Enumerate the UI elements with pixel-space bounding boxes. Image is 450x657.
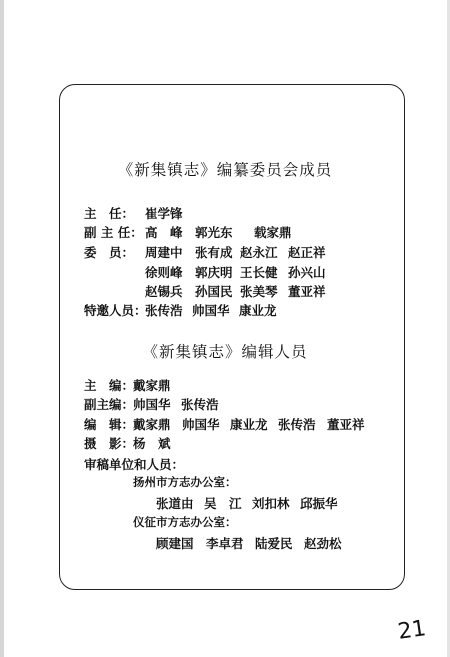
vice-director-name: 载家鼎 (254, 225, 292, 240)
chief-editor-name: 戴家鼎 (133, 378, 171, 393)
vice-director-name: 高 峰 (145, 225, 183, 240)
editors-title: 《新集镇志》编辑人员 (142, 343, 308, 361)
reviewer-name: 刘扣林 (252, 496, 290, 511)
review-unit-name: 仪征市方志办公室： (133, 515, 237, 529)
director-name: 崔学锋 (145, 206, 183, 221)
page-number: 21 (396, 616, 428, 645)
vice-director-name: 郭光东 (195, 225, 233, 240)
members-label: 委 员： (84, 245, 135, 260)
review-unit-name: 扬州市方志办公室： (133, 475, 237, 489)
editor-name: 康业龙 (230, 417, 268, 432)
reviewer-name: 吴 江 (204, 496, 242, 511)
member-name: 张有成 (195, 245, 233, 260)
member-name: 周建中 (145, 245, 183, 260)
member-name: 王长健 (240, 265, 278, 280)
special-guest-name: 张传浩 (145, 303, 183, 318)
chief-editor-label: 主 编： (84, 378, 135, 393)
member-name: 董亚祥 (288, 284, 326, 299)
director-label: 主 任： (84, 206, 135, 221)
editor-name: 帅国华 (182, 417, 220, 432)
committee-title: 《新集镇志》编纂委员会成员 (117, 161, 333, 179)
reviewer-name: 赵劲松 (304, 536, 342, 551)
member-name: 郭庆明 (195, 265, 233, 280)
vice-director-label: 副 主 任： (84, 225, 143, 240)
photographer-name: 杨 斌 (133, 436, 171, 451)
member-name: 赵锡兵 (145, 284, 183, 299)
reviewer-name: 邱振华 (300, 496, 338, 511)
editor-name: 董亚祥 (327, 417, 365, 432)
editor-name: 张传浩 (278, 417, 316, 432)
special-guest-name: 康业龙 (239, 303, 277, 318)
member-name: 孙兴山 (288, 265, 326, 280)
special-guest-name: 帅国华 (192, 303, 230, 318)
member-name: 徐则峰 (145, 265, 183, 280)
reviewer-name: 顾建国 (156, 536, 194, 551)
vice-editor-name: 张传浩 (181, 397, 219, 412)
member-name: 孙国民 (195, 284, 233, 299)
member-name: 赵永江 (240, 245, 278, 260)
reviewer-name: 陆爱民 (255, 536, 293, 551)
vice-editor-name: 帅国华 (133, 397, 171, 412)
special-guests-label: 特邀人员： (84, 303, 147, 318)
editor-name: 戴家鼎 (133, 417, 171, 432)
member-name: 张美琴 (240, 284, 278, 299)
reviewer-name: 李卓君 (206, 536, 244, 551)
member-name: 赵正祥 (288, 245, 326, 260)
reviewer-name: 张道由 (156, 496, 194, 511)
editors-label: 编 辑： (84, 417, 135, 432)
vice-editor-label: 副主编： (84, 397, 135, 412)
review-label: 审稿单位和人员： (84, 457, 185, 472)
binding-edge (0, 0, 4, 657)
photography-label: 摄 影： (84, 436, 135, 451)
